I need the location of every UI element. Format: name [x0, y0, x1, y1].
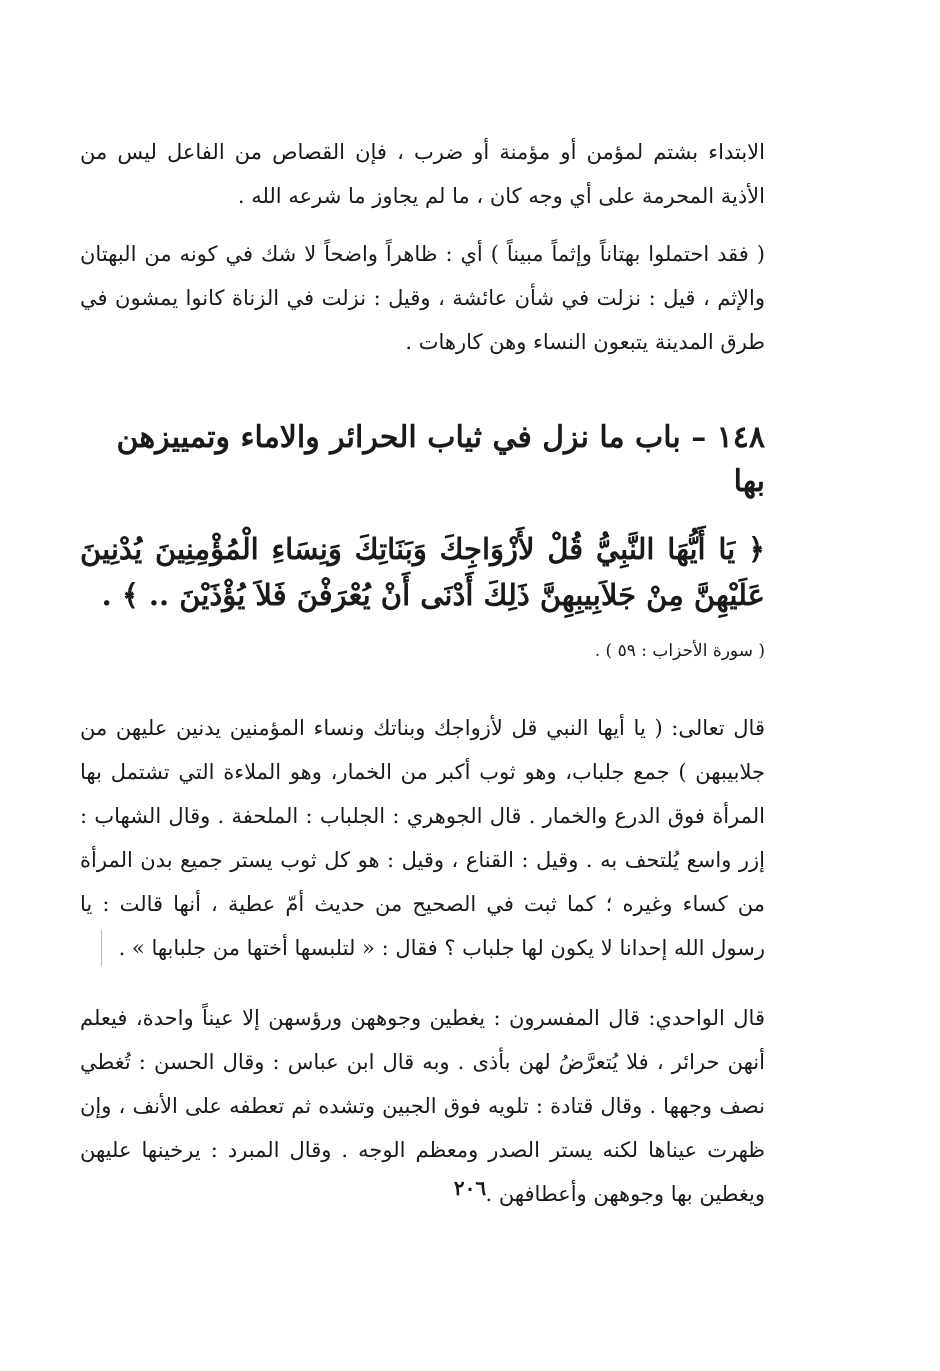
quran-verse: ﴿ يَا أَيُّهَا النَّبِيُّ قُلْ لأَزْوَاجِكَ وَبَنَاتِكَ وَنِسَاءِ الْمُؤْمِنِينَ يُدْنِينَ عَلَيْهِنَّ مِنْ جَلاَبِيبِهِنَّ ذَلِكَ أَدْنَى أَنْ يُعْرَفْنَ فَلاَ يُؤْذَيْنَ .. ﴾ . [80, 532, 765, 612]
section-heading: ١٤٨ – باب ما نزل في ثياب الحرائر والاماء وتمييزهن بها [116, 420, 765, 499]
page-number: ٢٠٦ [453, 1176, 487, 1200]
verse-reference: ( سورة الأحزاب : ٥٩ ) . [594, 641, 765, 661]
paragraph: قال الواحدي: قال المفسرون : يغطين وجوههن ورؤسهن إلا عيناً واحدة، فيعلم أنهن حرائر ، فلا يُتعرَّضُ لهن بأذى . وبه قال ابن عباس : وقال الحسن : تُغطي نصف وجهها . وقال قتادة : تلويه فوق الجبين وتشده ثم تعطفه على الأنف ، وإن ظهرت عيناها لكنه يستر الصدر ومعظم الوجه . وقال المبرد : يرخينها عليهن ويغطين بها وجوههن وأعطافهن . [80, 1006, 765, 1206]
page-body [80, 130, 765, 1216]
paragraph: ( فقد احتملوا بهتاناً وإثماً مبيناً ) أي : ظاهراً واضحاً لا شك في كونه من البهتان والإثم ، قيل : نزلت في شأن عائشة ، وقيل : نزلت في الزناة كانوا يمشون في طرق المدينة يتبعون النساء وهن كارهات . [80, 242, 765, 354]
paragraph: قال تعالى: ( يا أيها النبي قل لأزواجك وبناتك ونساء المؤمنين يدنين عليهن من جلابيبهن ) جمع جلباب، وهو ثوب أكبر من الخمار، وهو الملاءة التي تشتمل بها المرأة فوق الدرع والخمار . قال الجوهري : الجلباب : الملحفة . وقال الشهاب : إزر واسع يُلتحف به . وقيل : القناع ، وقيل : هو كل ثوب يستر جميع بدن المرأة من كساء وغيره ؛ كما ثبت في الصحيح من حديث أمّ عطية ، أنها قالت : يا رسول الله إحدانا لا يكون لها جلباب ؟ فقال : « لتلبسها أختها من جلبابها » . [80, 716, 765, 960]
margin-mark [101, 930, 102, 966]
paragraph: الابتداء بشتم لمؤمن أو مؤمنة أو ضرب ، فإن القصاص من الفاعل ليس من الأذية المحرمة على أي وجه كان ، ما لم يجاوز ما شرعه الله . [80, 140, 765, 208]
